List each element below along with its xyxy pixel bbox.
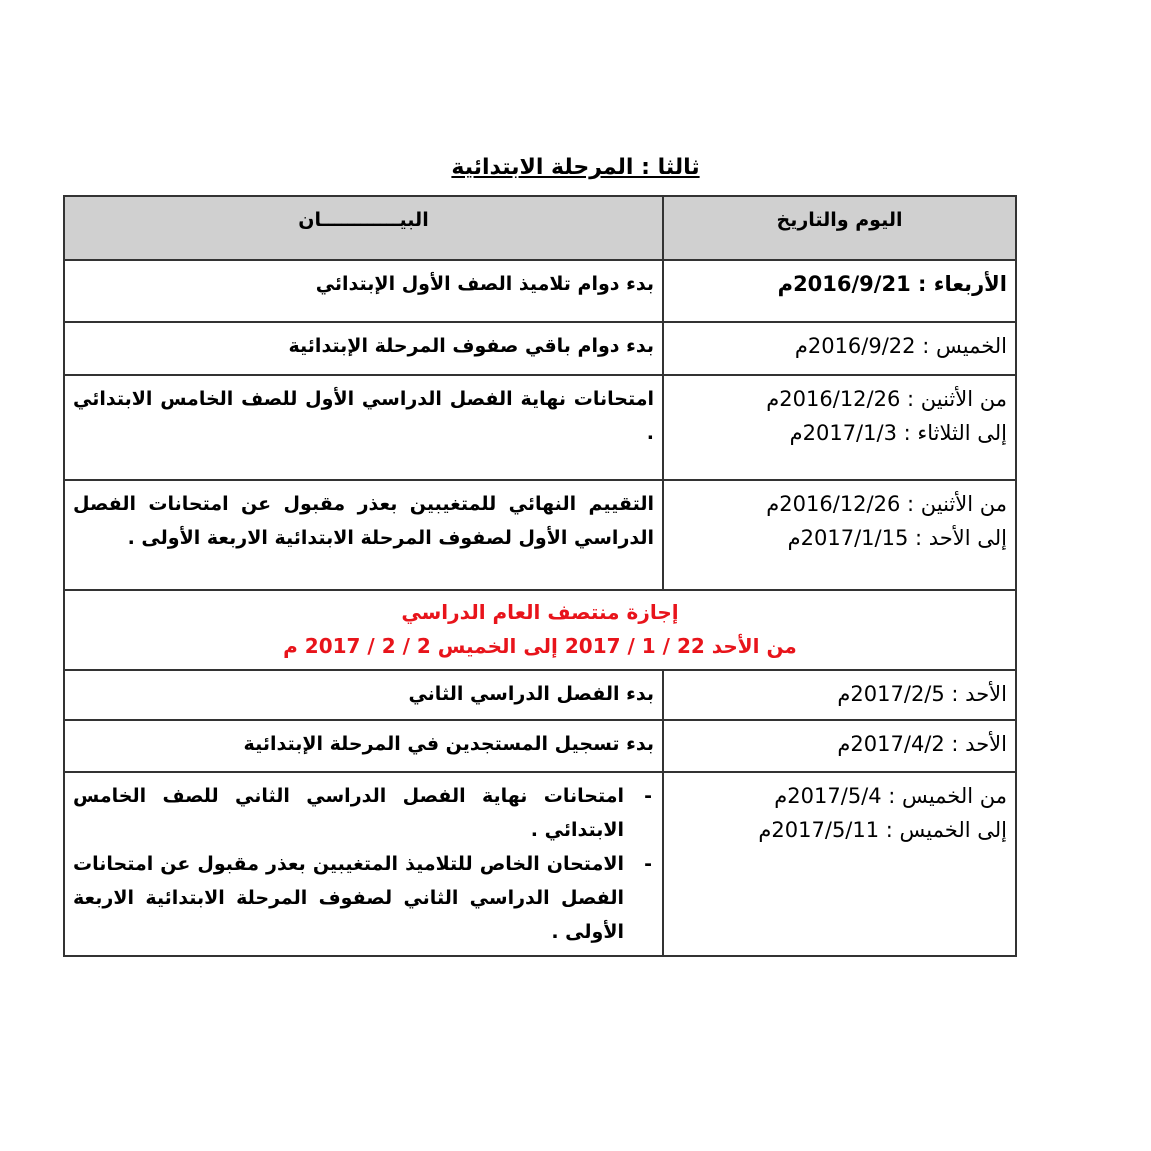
date-cell	[663, 670, 1016, 720]
desc-cell: بدء الفصل الدراسي الثاني	[64, 670, 663, 720]
table-row	[64, 260, 1016, 322]
date-line: من الأثنين : 2016/12/26م	[766, 387, 1007, 411]
date-line: إلى الثلاثاء : 2017/1/3م	[789, 421, 1007, 445]
desc-cell: بدء دوام تلاميذ الصف الأول الإبتدائي	[64, 260, 663, 322]
table-row	[64, 772, 1016, 956]
desc-cell	[64, 772, 663, 956]
table-row	[64, 322, 1016, 375]
table-row	[64, 720, 1016, 772]
date-cell	[663, 260, 1016, 322]
date-line: الأحد : 2017/2/5م	[837, 682, 1007, 706]
holiday-cell	[64, 590, 1016, 670]
date-line: من الخميس : 2017/5/4م	[774, 784, 1007, 808]
holiday-row	[64, 590, 1016, 670]
document-title	[0, 155, 1151, 180]
title-text: ثالثا : المرحلة الابتدائية	[451, 155, 700, 180]
desc-cell: بدء تسجيل المستجدين في المرحلة الإبتدائية	[64, 720, 663, 772]
table-row	[64, 480, 1016, 590]
date-line: الأربعاء : 2016/9/21م	[777, 272, 1007, 296]
date-line: من الأثنين : 2016/12/26م	[766, 492, 1007, 516]
date-line: إلى الأحد : 2017/1/15م	[787, 526, 1007, 550]
schedule-table	[63, 195, 1017, 957]
date-line: الأحد : 2017/4/2م	[837, 732, 1007, 756]
desc-cell: بدء دوام باقي صفوف المرحلة الإبتدائية	[64, 322, 663, 375]
table-row	[64, 670, 1016, 720]
desc-cell: التقييم النهائي للمتغيبين بعذر مقبول عن امتحانات الفصل الدراسي الأول لصفوف المرحلة الابتدائية الاربعة الأولى .	[64, 480, 663, 590]
desc-cell: امتحانات نهاية الفصل الدراسي الأول للصف الخامس الابتدائي .	[64, 375, 663, 480]
date-line: إلى الخميس : 2017/5/11م	[758, 818, 1007, 842]
holiday-title: إجازة منتصف العام الدراسي	[401, 600, 679, 624]
header-date: اليوم والتاريخ	[663, 196, 1016, 260]
date-cell	[663, 720, 1016, 772]
table-row	[64, 375, 1016, 480]
date-cell	[663, 772, 1016, 956]
list-item: - الامتحان الخاص للتلاميذ المتغيبين بعذر مقبول عن امتحانات الفصل الدراسي الثاني لصفوف المرحلة الابتدائية الاربعة الأولى .	[73, 847, 624, 949]
list-item: - امتحانات نهاية الفصل الدراسي الثاني للصف الخامس الابتدائي .	[73, 779, 624, 847]
holiday-range: من الأحد 22 / 1 / 2017 إلى الخميس 2 / 2 / 2017 م	[283, 634, 797, 658]
bullet-list	[73, 779, 654, 949]
date-cell	[663, 322, 1016, 375]
header-desc: البيــــــــــــان	[64, 196, 663, 260]
date-cell	[663, 480, 1016, 590]
header-row	[64, 196, 1016, 260]
date-cell	[663, 375, 1016, 480]
date-line: الخميس : 2016/9/22م	[794, 334, 1007, 358]
